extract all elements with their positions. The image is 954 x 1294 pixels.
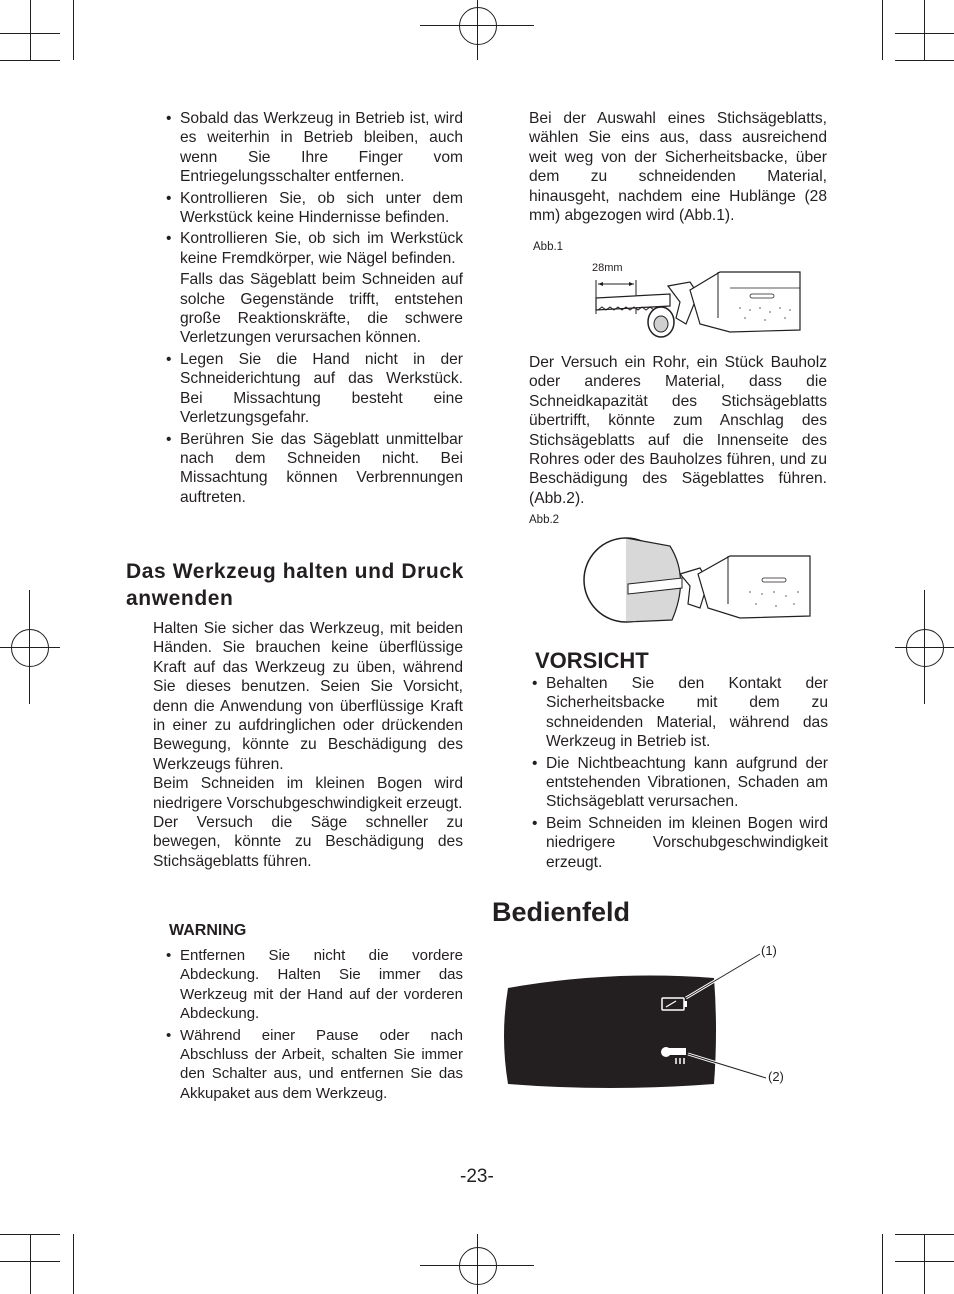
paragraph: Der Versuch die Säge schneller zu bewegen, könnte zu Beschädigung des Stichsägeblatts führen. [153, 814, 463, 870]
bullet-item: • Beim Schneiden im kleinen Bogen wird niedrigere Vorschubgeschwindigkeit erzeugt. [532, 814, 828, 872]
section-body [153, 619, 463, 871]
crop-mark [0, 1261, 60, 1262]
page-number: -23- [460, 1166, 494, 1187]
bullet-item: • Berühren Sie das Sägeblatt unmittelbar nach dem Schneiden nicht. Bei Missachtung können Verbrennungen auftreten. [166, 430, 463, 508]
registration-line [477, 1234, 478, 1294]
crop-mark [895, 60, 954, 61]
warning-bullets [166, 946, 463, 1105]
crop-mark [30, 0, 31, 60]
figure-label: Abb.1 [533, 241, 564, 253]
bullet-item: • Sobald das Werkzeug in Betrieb ist, wird es weiterhin in Betrieb bleiben, auch wenn Sie Ihre Finger vom Entriegelungsschalter entfernen. [166, 109, 463, 187]
section-heading: Das Werkzeug halten und Druck anwenden [126, 560, 464, 610]
paragraph: Bei der Auswahl eines Stichsägeblatts, wählen Sie eins aus, dass ausreichend weit weg von der Sicherheitsbacke, über dem zu schneidenden Material, hinausgeht, nachdem eine Hublänge (28 mm) abgezogen wird (Abb.1). [529, 110, 827, 225]
crop-mark [895, 1261, 954, 1262]
bullet-item: • Die Nichtbeachtung kann aufgrund der entstehenden Vibrationen, Schaden am Stichsägeblatt verursachen. [532, 754, 828, 812]
figure-label: Abb.2 [529, 514, 560, 526]
registration-line [477, 0, 478, 60]
intro-text [529, 109, 827, 225]
registration-mark [459, 1247, 497, 1285]
caution-bullets [532, 674, 828, 874]
safety-bullets-top [166, 109, 463, 509]
saw-figure-2 [580, 528, 812, 624]
warning-title: WARNING [169, 922, 247, 939]
crop-mark [0, 60, 60, 61]
crop-mark [73, 0, 74, 60]
crop-mark [895, 1234, 954, 1235]
crop-mark [895, 33, 954, 34]
crop-mark [882, 1234, 883, 1294]
bullet-item: • Behalten Sie den Kontakt der Sicherheitsbacke mit dem zu schneidenden Material, während das Werkzeug in Betrieb ist. [532, 674, 828, 752]
registration-line [0, 647, 60, 648]
crop-mark [882, 0, 883, 60]
crop-mark [924, 1234, 925, 1294]
bullet-item: • Kontrollieren Sie, ob sich unter dem Werkstück keine Hindernisse befinden. [166, 189, 463, 228]
panel-heading: Bedienfeld [492, 897, 631, 927]
control-panel-figure [500, 940, 800, 1096]
crop-mark [924, 0, 925, 60]
bullet-item: • Legen Sie die Hand nicht in der Schneiderichtung auf das Werkstück. Bei Missachtung besteht eine Verletzungsgefahr. [166, 350, 463, 428]
registration-mark [459, 7, 497, 45]
crop-mark [73, 1234, 74, 1294]
bullet-item: • Während einer Pause oder nach Abschluss der Arbeit, schalten Sie immer den Schalter aus, und entfernen Sie das Akkupaket aus dem Werkzeug. [166, 1026, 463, 1104]
crop-mark [30, 1234, 31, 1294]
paragraph: Der Versuch ein Rohr, ein Stück Bauholz oder anderes Material, dass die Schneidkapazität des Stichsägeblatts übertrifft, könnte zum Anschlag des Stichsägeblatts auf die Innenseite des Rohres oder des Bauholzes führen, und zu Beschädigung des Sägeblattes führen. (Abb.2). [529, 354, 827, 507]
bullet-item: • Kontrollieren Sie, ob sich im Werkstück keine Fremdkörper, wie Nägel befinden. [166, 229, 463, 268]
registration-line [924, 590, 925, 704]
callout-1: (1) [761, 943, 777, 958]
registration-mark [906, 629, 944, 667]
paragraph: Halten Sie sicher das Werkzeug, mit beiden Händen. Sie brauchen keine überflüssige Kraft auf das Werkzeug zu üben, während Sie dieses benutzen. Seien Sie Vorsicht, denn die Anwendung von überflüssige Kraft in einer zu aufdringlichen oder drückenden Bewegung, könnte zu Beschädigung des Werkzeugs führen. [153, 620, 463, 773]
dimension-label: 28mm [592, 262, 623, 274]
paragraph: Beim Schneiden im kleinen Bogen wird niedrigere Vorschubgeschwindigkeit erzeugt. [153, 775, 463, 812]
bullet-item: • Entfernen Sie nicht die vordere Abdeckung. Halten Sie immer das Werkzeug mit der Hand auf der vorderen Abdeckung. [166, 946, 463, 1024]
caution-title: VORSICHT [535, 648, 649, 673]
registration-line [29, 590, 30, 704]
indent-note: Falls das Sägeblatt beim Schneiden auf solche Gegenstände trifft, entstehen große Reaktionskräfte, die schwere Verletzungen verursachen können. [180, 271, 463, 347]
crop-mark [0, 1234, 60, 1235]
pipe-text [529, 353, 827, 508]
callout-2: (2) [768, 1069, 784, 1084]
registration-mark [11, 629, 49, 667]
